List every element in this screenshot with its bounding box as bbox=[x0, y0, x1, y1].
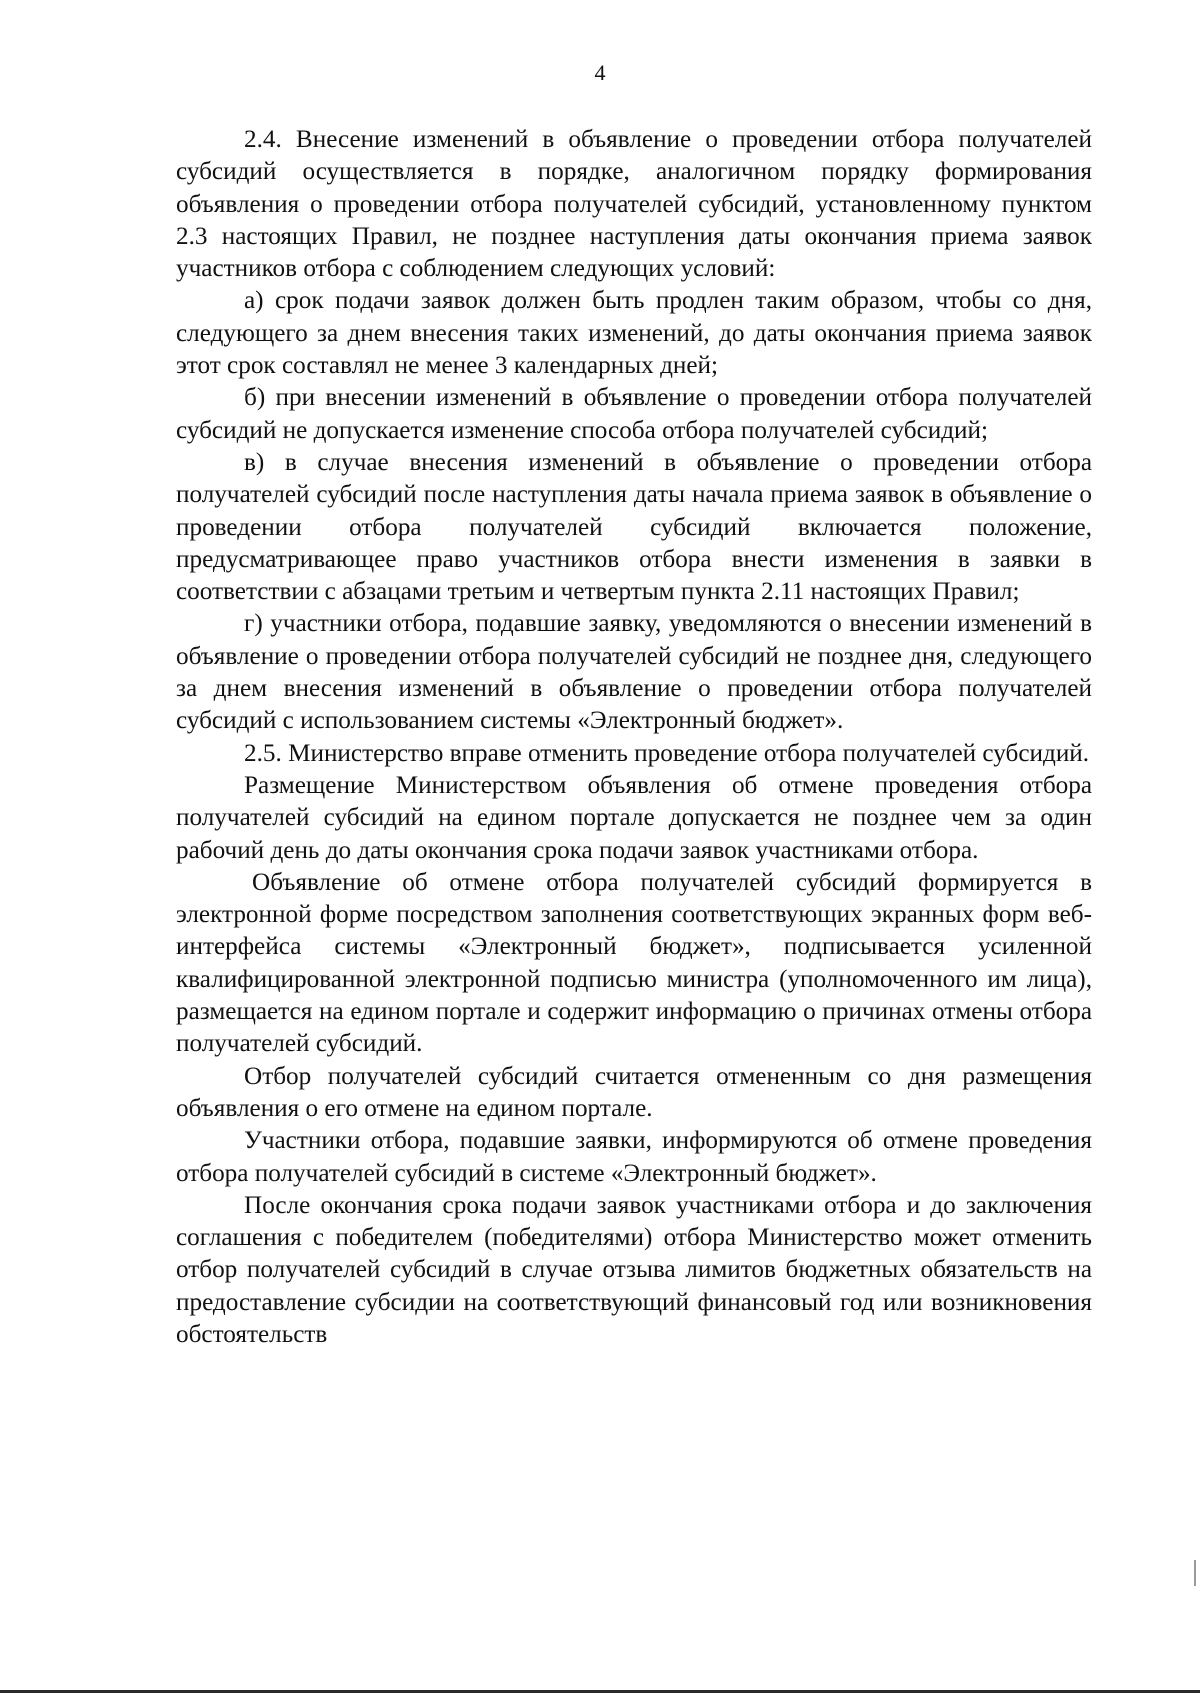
paragraph-cancel-placement: Размещение Министерством объявления об отмене проведения отбора получателей субсидий на едином портале допускается не позднее чем за один рабочий день до даты окончания срока подачи заявок участниками отбора. bbox=[176, 771, 1092, 864]
paragraph-2-4-a: а) срок подачи заявок должен быть продлен таким образом, чтобы со дня, следующего за днем внесения таких изменений, до даты окончания приема заявок этот срок составлял не менее 3 календарных дней; bbox=[176, 287, 1092, 380]
paragraph-2-4-v: в) в случае внесения изменений в объявление о проведении отбора получателей субсидий после наступления даты начала приема заявок в объявление о проведении отбора получателей субсидий включается положение, предусматривающее право участников отбора внести изменения в заявки в соответствии с абзацами третьим и четвертым пункта 2.11 настоящих Правил; bbox=[176, 448, 1092, 606]
paragraph-2-4-b: б) при внесении изменений в объявление о проведении отбора получателей субсидий не допускается изменение способа отбора получателей субсидий; bbox=[176, 384, 1092, 444]
paragraph-2-4: 2.4. Внесение изменений в объявление о проведении отбора получателей субсидий осуществляется в порядке, аналогичном порядку формирования объявления о проведении отбора получателей субсидий, установленному пунктом 2.3 настоящих Правил, не позднее наступления даты окончания приема заявок участников отбора с соблюдением следующих условий: bbox=[176, 126, 1092, 283]
document-body bbox=[176, 124, 1092, 1351]
paragraph-2-5: 2.5. Министерство вправе отменить проведение отбора получателей субсидий. bbox=[244, 739, 1090, 767]
page-number: 4 bbox=[594, 60, 606, 85]
paragraph-2-4-g: г) участники отбора, подавшие заявку, уведомляются о внесении изменений в объявление о проведении отбора получателей субсидий не позднее дня, следующего за днем внесения изменений в объявление о проведении отбора получателей субсидий с использованием системы «Электронный бюджет». bbox=[176, 610, 1092, 735]
scan-edge-mark bbox=[1194, 1560, 1196, 1586]
paragraph-cancel-effective: Отбор получателей субсидий считается отмененным со дня размещения объявления о его отмене на едином портале. bbox=[176, 1062, 1092, 1122]
paragraph-cancel-announcement: Объявление об отмене отбора получателей субсидий формируется в электронной форме посредством заполнения соответствующих экранных форм веб-интерфейса системы «Электронный бюджет», подписывается усиленной квалифицированной электронной подписью министра (уполномоченного им лица), размещается на едином портале и содержит информацию о причинах отмены отбора получателей субсидий. bbox=[176, 868, 1092, 1058]
scan-bottom-edge bbox=[0, 1690, 1200, 1693]
paragraph-participants-informed: Участники отбора, подавшие заявки, информируются об отмене проведения отбора получателей субсидий в системе «Электронный бюджет». bbox=[176, 1127, 1092, 1187]
paragraph-after-deadline: После окончания срока подачи заявок участниками отбора и до заключения соглашения с победителем (победителями) отбора Министерство может отменить отбор получателей субсидий в случае отзыва лимитов бюджетных обязательств на предоставление субсидии на соответствующий финансовый год или возникновения обстоятельств bbox=[176, 1191, 1092, 1348]
